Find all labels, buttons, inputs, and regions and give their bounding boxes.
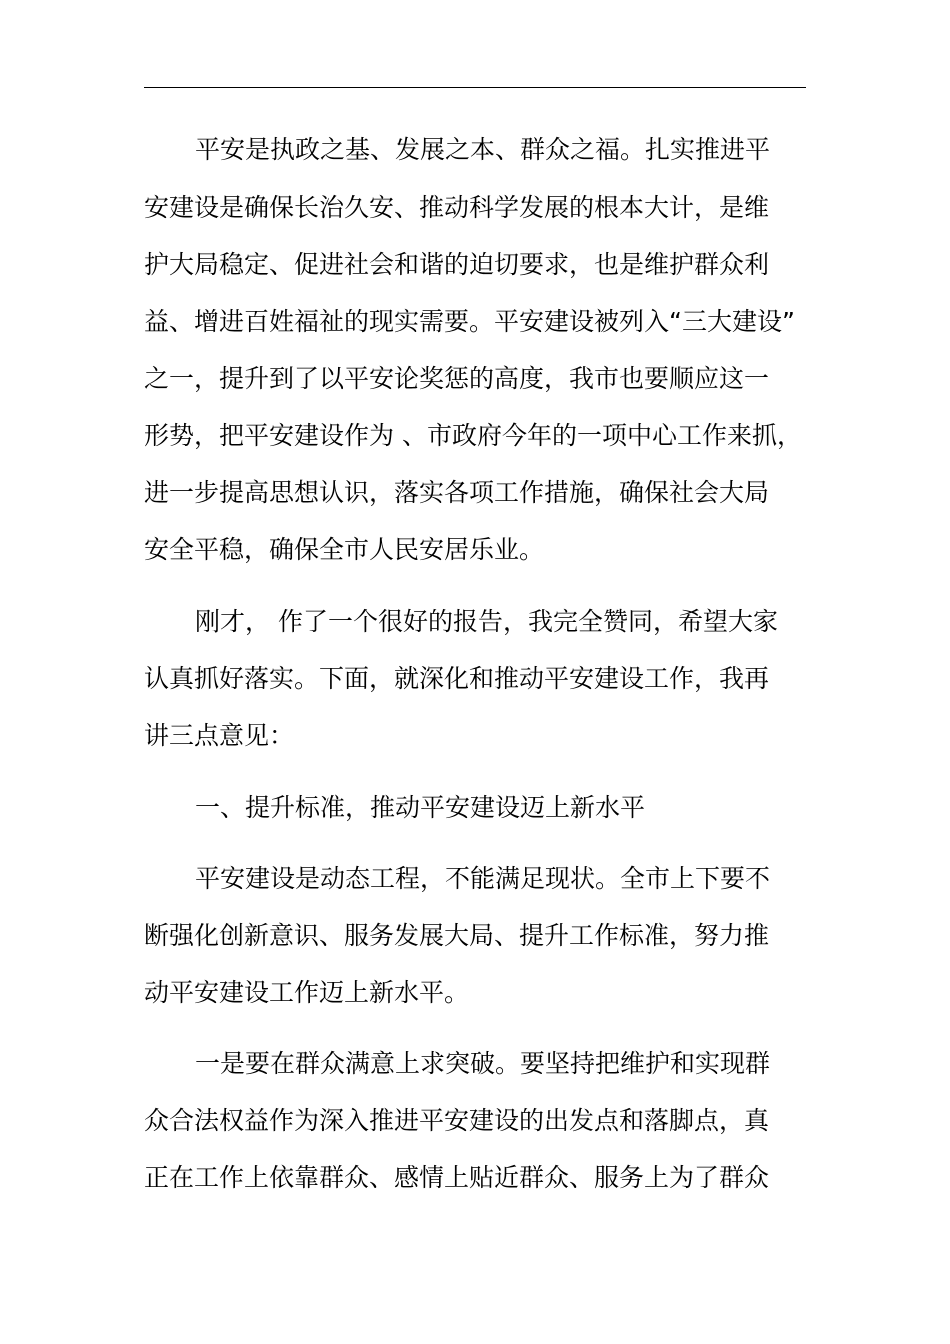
paragraph-line: 讲三点意见： (144, 721, 295, 750)
paragraph-line: 平安建设是动态工程，不能满足现状。全市上下要不 (195, 864, 771, 893)
paragraph-line: 进一步提高思想认识，落实各项工作措施，确保社会大局 (144, 478, 770, 507)
paragraph-line: 断强化创新意识、服务发展大局、提升工作标准，努力推 (144, 921, 770, 950)
paragraph-line: 认真抓好落实。下面，就深化和推动平安建设工作，我再 (144, 664, 770, 693)
paragraph-line: 正在工作上依靠群众、感情上贴近群众、服务上为了群众 (144, 1163, 770, 1192)
paragraph-line: 众合法权益作为深入推进平安建设的出发点和落脚点，真 (144, 1106, 770, 1135)
paragraph-line: 益、增进百姓福祉的现实需要。平安建设被列入“三大建设” (144, 307, 795, 336)
section-heading: 一、提升标准，推动平安建设迈上新水平 (195, 793, 646, 822)
paragraph-line: 护大局稳定、促进社会和谐的迫切要求，也是维护群众利 (144, 250, 770, 279)
paragraph-line: 形势，把平安建设作为 、市政府今年的一项中心工作来抓， (144, 421, 802, 450)
paragraph-line: 一是要在群众满意上求突破。要坚持把维护和实现群 (195, 1049, 771, 1078)
paragraph-line: 刚才， 作了一个很好的报告，我完全赞同，希望大家 (195, 607, 778, 636)
header-rule (144, 87, 806, 88)
paragraph-line: 安全平稳，确保全市人民安居乐业。 (144, 535, 545, 564)
paragraph-line: 动平安建设工作迈上新水平。 (144, 978, 470, 1007)
paragraph-line: 平安是执政之基、发展之本、群众之福。扎实推进平 (195, 135, 771, 164)
paragraph-line: 安建设是确保长治久安、推动科学发展的根本大计，是维 (144, 193, 770, 222)
paragraph-line: 之一，提升到了以平安论奖惩的高度，我市也要顺应这一 (144, 364, 770, 393)
